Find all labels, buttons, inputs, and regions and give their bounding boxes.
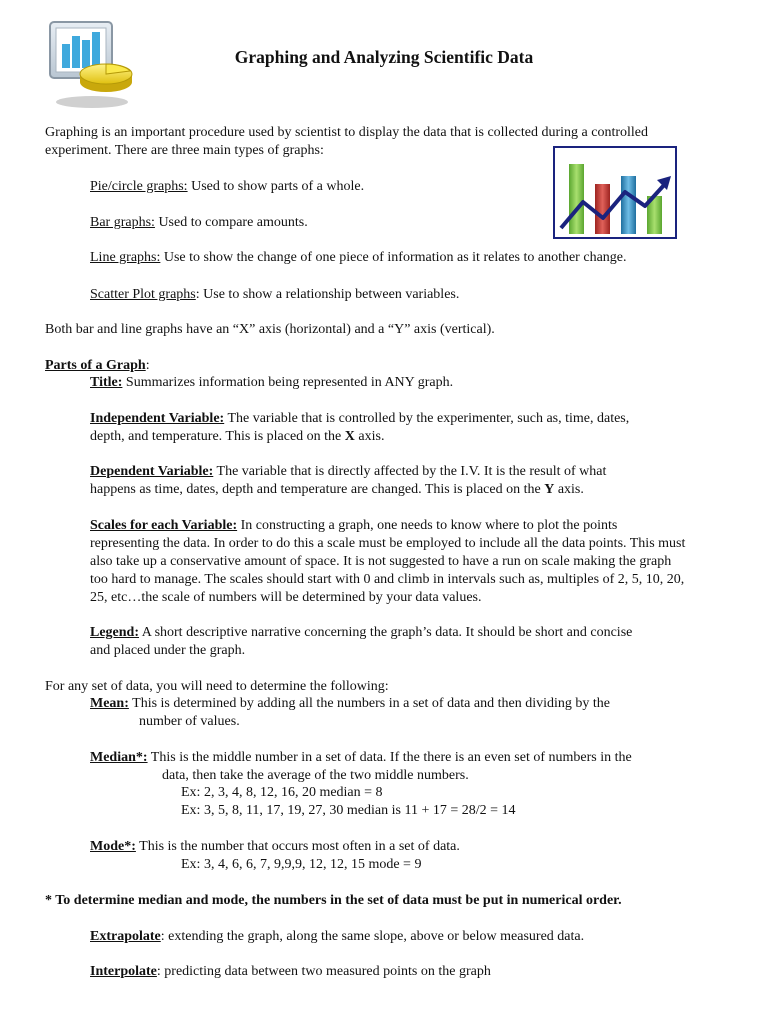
term: Extrapolate [90,929,161,944]
parts-heading-colon: : [145,358,150,373]
term: Title: [90,375,123,390]
desc: This is the number that occurs most often in a set of data. [135,839,460,854]
stats-intro: For any set of data, you will need to determine the following: [45,679,389,694]
term: Scales for each Variable: [90,518,238,533]
text: axis. [554,482,584,497]
graph-type-desc: Used to show parts of a whole. [187,179,365,194]
graph-type-desc: : Use to show a relationship between variables. [195,287,460,302]
term: Mean: [90,696,129,711]
desc: The variable that is directly affected by the I.V. It is the result of what [213,464,607,479]
part-legend [90,624,632,642]
median-example-2: Ex: 3, 5, 8, 11, 17, 19, 27, 30 median is 11 + 17 = 28/2 = 14 [181,803,516,818]
stat-median [90,749,632,767]
parts-heading [45,357,150,375]
scales-line-3: also take up a conservative amount of space. It is not suggested to have a run on scale making the graph [90,554,672,569]
graph-type-term: Pie/circle graphs: [90,179,188,194]
bar-line-chart-icon [553,146,677,239]
term: Interpolate [90,964,157,979]
stat-mean [90,695,610,713]
legend-line-2: and placed under the graph. [90,643,246,658]
mean-line-2: number of values. [139,714,240,729]
graph-type-desc: Use to show the change of one piece of information as it relates to another change. [160,250,627,265]
stat-mode [90,838,460,856]
desc: The variable that is controlled by the experimenter, such as, time, dates, [224,411,630,426]
graph-type-term: Scatter Plot graphs [90,287,196,302]
term: Legend: [90,625,139,640]
term: Independent Variable: [90,411,225,426]
axes-note: Both bar and line graphs have an “X” axis (horizontal) and a “Y” axis (vertical). [45,322,495,337]
part-scales [90,517,617,535]
scales-line-2: representing the data. In order to do this a scale must be employed to include all the data points. This must [90,536,686,551]
parts-heading-text: Parts of a Graph [45,358,146,373]
part-dependent-variable [90,463,606,481]
part-iv-line-2 [90,428,384,446]
graph-type-desc: Used to compare amounts. [154,215,308,230]
extrapolate-definition [90,928,584,946]
desc: : predicting data between two measured points on the graph [156,964,491,979]
text: depth, and temperature. This is placed on the [90,429,345,444]
graph-type-term: Line graphs: [90,250,161,265]
desc: This is determined by adding all the numbers in a set of data and then dividing by the [128,696,610,711]
term: Dependent Variable: [90,464,214,479]
part-dv-line-2 [90,481,584,499]
term: Mode*: [90,839,136,854]
intro-line-1: Graphing is an important procedure used by scientist to display the data that is collected during a controlled [45,125,649,140]
median-example-1: Ex: 2, 3, 4, 8, 12, 16, 20 median = 8 [181,785,383,800]
text: axis. [354,429,385,444]
page-title: Graphing and Analyzing Scientific Data [234,47,534,67]
interpolate-definition [90,963,491,981]
scales-line-5: 25, etc…the scale of numbers will be determined by your data values. [90,590,482,605]
ordering-note: * To determine median and mode, the numbers in the set of data must be put in numerical order. [45,893,622,908]
axis-letter: Y [544,482,555,497]
mode-example: Ex: 3, 4, 6, 6, 7, 9,9,9, 12, 12, 15 mode = 9 [181,857,422,872]
text: happens as time, dates, depth and temperature are changed. This is placed on the [90,482,545,497]
desc: A short descriptive narrative concerning the graph’s data. It should be short and concise [139,625,633,640]
part-independent-variable [90,410,629,428]
part-title [90,374,453,392]
term: Median*: [90,750,148,765]
median-line-2: data, then take the average of the two middle numbers. [162,768,469,783]
graph-type-pie [90,178,364,196]
desc: This is the middle number in a set of data. If the there is an even set of numbers in the [147,750,632,765]
desc: Summarizes information being represented in ANY graph. [122,375,454,390]
graph-type-scatter [90,286,459,304]
graph-type-term: Bar graphs: [90,215,155,230]
graph-type-bar [90,214,308,232]
scales-line-4: too hard to manage. The scales should start with 0 and climb in intervals such as, multiples of 2, 5, 10, 20, [90,572,685,587]
desc: : extending the graph, along the same slope, above or below measured data. [160,929,585,944]
desc: In constructing a graph, one needs to know where to plot the points [237,518,618,533]
axis-letter: X [344,429,355,444]
graph-type-line [90,249,627,267]
intro-line-2: experiment. There are three main types of graphs: [45,143,324,158]
